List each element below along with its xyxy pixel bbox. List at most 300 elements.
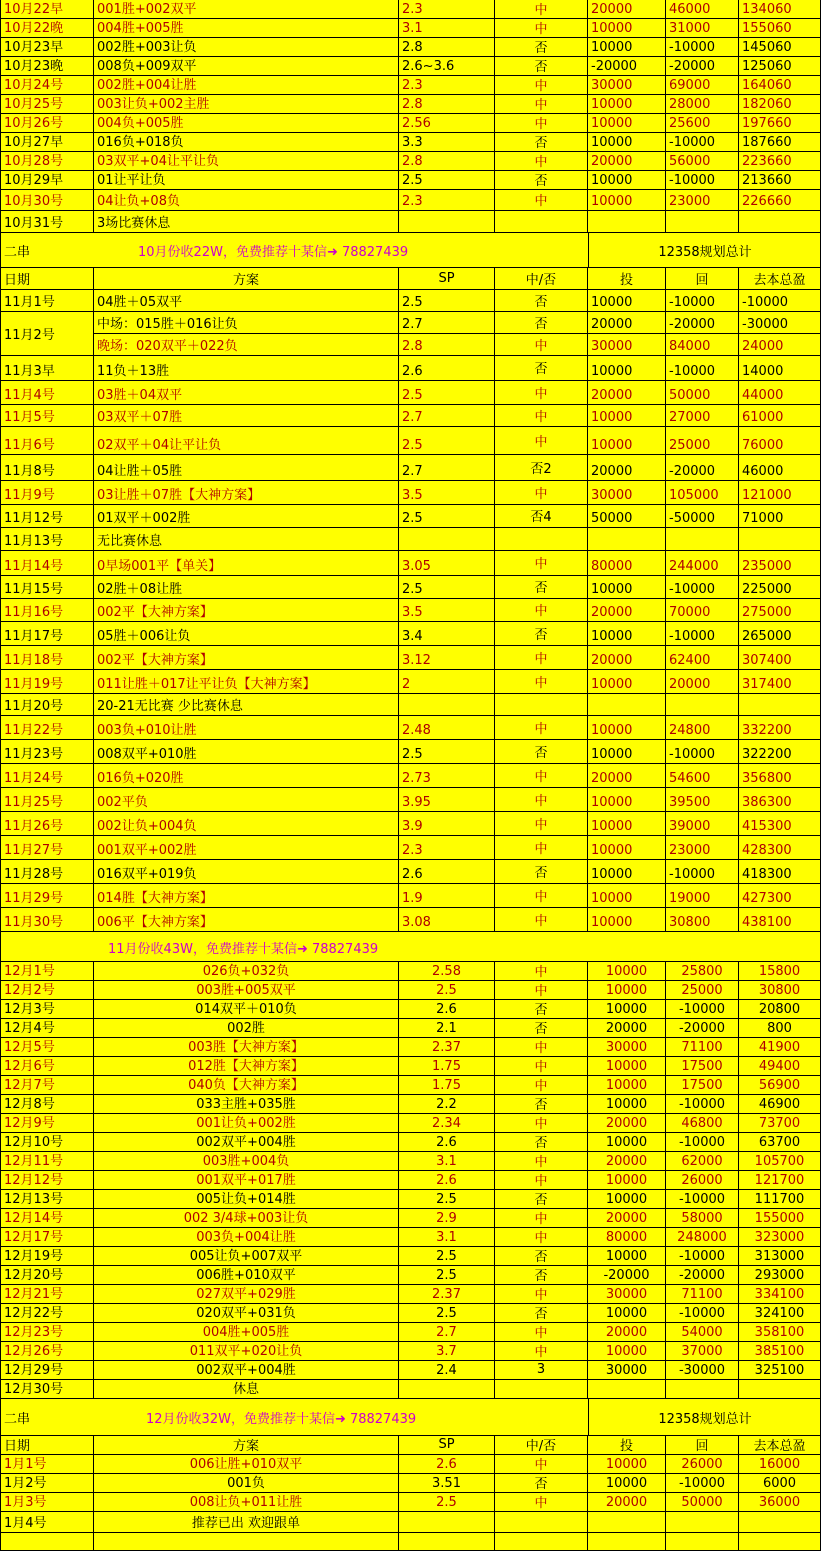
- plan-cell: 003胜【大神方案】: [94, 1038, 399, 1057]
- table-row: [0, 1095, 821, 1114]
- return-cell: 25600: [666, 114, 739, 133]
- bet-cell: 10000: [588, 836, 666, 860]
- table-row: [0, 455, 821, 481]
- total-cell: 125060: [739, 57, 821, 76]
- plan-cell: 001胜+002双平: [94, 0, 399, 19]
- table-row: [0, 884, 821, 908]
- sp-cell: 3.08: [399, 908, 495, 932]
- plan-cell: 016负+018负: [94, 133, 399, 152]
- summary-divider: 12358规划总计: [588, 233, 821, 268]
- sp-cell: 2.7: [399, 455, 495, 481]
- table-row: [0, 405, 821, 427]
- date-cell: 12月6号: [0, 1057, 94, 1076]
- date-cell: 11月4号: [0, 381, 94, 405]
- table-row: [0, 1209, 821, 1228]
- table-row: [0, 133, 821, 152]
- plan-cell: 016负+020胜: [94, 764, 399, 788]
- total-cell: 428300: [739, 836, 821, 860]
- result-cell: 否: [495, 171, 588, 190]
- return-cell: 62000: [666, 1152, 739, 1171]
- result-cell: 否: [495, 1133, 588, 1152]
- result-cell: 中: [495, 551, 588, 576]
- date-cell: 12月5号: [0, 1038, 94, 1057]
- result-cell: 中: [495, 1285, 588, 1304]
- sp-cell: 2.5: [399, 505, 495, 528]
- date-cell: 10月29早: [0, 171, 94, 190]
- bet-cell: 20000: [588, 312, 666, 334]
- plan-cell: 014胜【大神方案】: [94, 884, 399, 908]
- sp-cell: 2.6: [399, 1171, 495, 1190]
- table-row: [0, 1361, 821, 1380]
- result-cell: 中: [495, 76, 588, 95]
- date-cell: 11月5号: [0, 405, 94, 427]
- return-cell: -10000: [666, 133, 739, 152]
- summary-text: 10月份收22W，免费推荐十某信➜ 78827439: [138, 245, 409, 260]
- total-cell: 164060: [739, 76, 821, 95]
- table-row: [0, 932, 821, 962]
- result-cell: 否: [495, 740, 588, 764]
- bet-cell: 20000: [588, 1493, 666, 1512]
- table-row: [0, 1076, 821, 1095]
- bet-cell: 10000: [588, 1095, 666, 1114]
- result-cell: 中: [495, 646, 588, 670]
- header-return-cell: 回: [666, 1436, 739, 1455]
- bet-cell: 30000: [588, 481, 666, 505]
- result-cell: 否: [495, 576, 588, 599]
- sp-cell: 2.5: [399, 1190, 495, 1209]
- total-cell: 46000: [739, 455, 821, 481]
- header-sp-cell: SP: [399, 1436, 495, 1455]
- total-cell: 313000: [739, 1247, 821, 1266]
- bet-cell: 10000: [588, 1474, 666, 1493]
- return-cell: -10000: [666, 1000, 739, 1019]
- total-cell: 182060: [739, 95, 821, 114]
- total-cell: 438100: [739, 908, 821, 932]
- return-cell: -10000: [666, 1304, 739, 1323]
- total-cell: 358100: [739, 1323, 821, 1342]
- bet-cell: 80000: [588, 1228, 666, 1247]
- result-cell: 否: [495, 860, 588, 884]
- result-cell: 否: [495, 1474, 588, 1493]
- result-cell: 否: [495, 1247, 588, 1266]
- sp-cell: 3.95: [399, 788, 495, 812]
- plan-cell: 026负+032负: [94, 962, 399, 981]
- return-cell: -10000: [666, 622, 739, 646]
- result-cell: 中: [495, 981, 588, 1000]
- sp-cell: 3.5: [399, 481, 495, 505]
- table-row: [0, 0, 821, 19]
- date-cell: 11月15号: [0, 576, 94, 599]
- plan-cell: 003负+004让胜: [94, 1228, 399, 1247]
- date-cell: 11月2号: [0, 312, 94, 356]
- total-cell: 418300: [739, 860, 821, 884]
- plan-cell: 012胜【大神方案】: [94, 1057, 399, 1076]
- table-row: [0, 190, 821, 211]
- return-cell: 26000: [666, 1455, 739, 1474]
- return-cell: -10000: [666, 576, 739, 599]
- date-cell: 12月30号: [0, 1380, 94, 1399]
- return-cell: -10000: [666, 290, 739, 312]
- result-cell: 否: [495, 1266, 588, 1285]
- total-cell: 800: [739, 1019, 821, 1038]
- table-row: [0, 1512, 821, 1533]
- plan-cell: 03胜＋04双平: [94, 381, 399, 405]
- date-cell: 1月3号: [0, 1493, 94, 1512]
- table-row: [0, 1304, 821, 1323]
- bet-cell: 10000: [588, 171, 666, 190]
- return-cell: -10000: [666, 38, 739, 57]
- date-cell: 11月18号: [0, 646, 94, 670]
- table-row: [0, 670, 821, 694]
- total-cell: 334100: [739, 1285, 821, 1304]
- total-cell: 356800: [739, 764, 821, 788]
- bet-cell: 20000: [588, 381, 666, 405]
- return-cell: -20000: [666, 57, 739, 76]
- total-cell: 323000: [739, 1228, 821, 1247]
- plan-cell: 02双平＋04让平让负: [94, 427, 399, 455]
- sp-cell: 3.1: [399, 1228, 495, 1247]
- header-total-cell: 去本总盈: [739, 268, 821, 290]
- return-cell: 17500: [666, 1076, 739, 1095]
- table-row: [0, 1474, 821, 1493]
- sp-cell: 2.7: [399, 1323, 495, 1342]
- table-row: [0, 381, 821, 405]
- plan-cell: 002双平+004胜: [94, 1361, 399, 1380]
- date-cell: 11月24号: [0, 764, 94, 788]
- result-cell: 否2: [495, 455, 588, 481]
- date-cell: 12月9号: [0, 1114, 94, 1133]
- table-row: [0, 764, 821, 788]
- table-row: [0, 528, 821, 551]
- total-cell: [739, 211, 821, 233]
- date-cell: 11月19号: [0, 670, 94, 694]
- return-cell: -50000: [666, 505, 739, 528]
- bet-cell: 10000: [588, 1133, 666, 1152]
- bet-cell: [588, 1512, 666, 1533]
- bet-cell: 10000: [588, 356, 666, 381]
- sp-cell: 1.75: [399, 1057, 495, 1076]
- result-cell: 中: [495, 1076, 588, 1095]
- sp-cell: 2.3: [399, 836, 495, 860]
- plan-cell: 11负＋13胜: [94, 356, 399, 381]
- header-sp-cell: SP: [399, 268, 495, 290]
- header-result-cell: 中/否: [495, 1436, 588, 1455]
- return-cell: 50000: [666, 381, 739, 405]
- result-cell: 否: [495, 1019, 588, 1038]
- plan-cell: 011双平+020让负: [94, 1342, 399, 1361]
- plan-cell: 休息: [94, 1380, 399, 1399]
- table-row: [0, 268, 821, 290]
- date-cell: 11月12号: [0, 505, 94, 528]
- date-cell: 12月22号: [0, 1304, 94, 1323]
- result-cell: 中: [495, 1114, 588, 1133]
- plan-cell: 20-21无比赛 少比赛休息: [94, 694, 399, 716]
- return-cell: [666, 1512, 739, 1533]
- plan-cell: 002让负+004负: [94, 812, 399, 836]
- plan-cell: 020双平+031负: [94, 1304, 399, 1323]
- plan-cell: 040负【大神方案】: [94, 1076, 399, 1095]
- bet-cell: 10000: [588, 38, 666, 57]
- table-row: [0, 57, 821, 76]
- total-cell: 73700: [739, 1114, 821, 1133]
- total-cell: 24000: [739, 334, 821, 356]
- bet-cell: 10000: [588, 1342, 666, 1361]
- return-cell: 27000: [666, 405, 739, 427]
- sp-cell: 2.73: [399, 764, 495, 788]
- result-cell: 中: [495, 1228, 588, 1247]
- date-cell: 11月30号: [0, 908, 94, 932]
- result-cell: 中: [495, 0, 588, 19]
- total-cell: [739, 1380, 821, 1399]
- bet-cell: 10000: [588, 1171, 666, 1190]
- sp-cell: 2.2: [399, 1095, 495, 1114]
- header-date-cell: 日期: [0, 1436, 94, 1455]
- date-cell: 12月17号: [0, 1228, 94, 1247]
- sp-cell: 2.6: [399, 860, 495, 884]
- sp-cell: [399, 211, 495, 233]
- result-cell: 否: [495, 57, 588, 76]
- date-cell: 10月26号: [0, 114, 94, 133]
- return-cell: 28000: [666, 95, 739, 114]
- date-cell: 10月31号: [0, 211, 94, 233]
- table-row: [0, 622, 821, 646]
- bet-cell: 10000: [588, 622, 666, 646]
- bet-cell: 10000: [588, 405, 666, 427]
- table-row: [0, 1019, 821, 1038]
- total-cell: 61000: [739, 405, 821, 427]
- result-cell: 否: [495, 1000, 588, 1019]
- result-cell: 中: [495, 95, 588, 114]
- total-cell: 20800: [739, 1000, 821, 1019]
- bet-cell: [588, 1380, 666, 1399]
- result-cell: 中: [495, 670, 588, 694]
- result-cell: 中: [495, 812, 588, 836]
- plan-cell: 03双平+04让平让负: [94, 152, 399, 171]
- sp-cell: 2.37: [399, 1038, 495, 1057]
- table-row-empty: [0, 1533, 821, 1551]
- header-result-cell: 中/否: [495, 268, 588, 290]
- sp-cell: [399, 1380, 495, 1399]
- result-cell: 中: [495, 1455, 588, 1474]
- result-cell: 中: [495, 908, 588, 932]
- date-cell: 12月23号: [0, 1323, 94, 1342]
- bet-cell: 20000: [588, 1114, 666, 1133]
- bet-cell: 10000: [588, 290, 666, 312]
- return-cell: -10000: [666, 1095, 739, 1114]
- plan-cell: 002胜+004让胜: [94, 76, 399, 95]
- date-cell: 12月29号: [0, 1361, 94, 1380]
- total-cell: 111700: [739, 1190, 821, 1209]
- table-row: [0, 1323, 821, 1342]
- total-cell: 235000: [739, 551, 821, 576]
- table-row: [0, 1171, 821, 1190]
- result-cell: 否: [495, 133, 588, 152]
- bet-cell: 10000: [588, 908, 666, 932]
- return-cell: 71100: [666, 1285, 739, 1304]
- bet-cell: 10000: [588, 1000, 666, 1019]
- total-cell: 63700: [739, 1133, 821, 1152]
- summary-text: 11月份收43W，免费推荐十某信➜ 78827439: [108, 941, 379, 957]
- table-row: [0, 860, 821, 884]
- return-cell: [666, 211, 739, 233]
- bet-cell: 10000: [588, 788, 666, 812]
- sp-cell: 3.1: [399, 19, 495, 38]
- date-cell: 11月1号: [0, 290, 94, 312]
- table-row: [0, 233, 821, 268]
- bet-cell: 30000: [588, 1285, 666, 1304]
- bet-cell: 10000: [588, 962, 666, 981]
- table-row: [0, 1455, 821, 1474]
- plan-cell: 003负+010让胜: [94, 716, 399, 740]
- result-cell: [495, 694, 588, 716]
- date-cell: 12月7号: [0, 1076, 94, 1095]
- return-cell: 54600: [666, 764, 739, 788]
- summary-divider: 12358规划总计: [588, 1399, 821, 1436]
- sp-cell: 2.6: [399, 1000, 495, 1019]
- total-cell: 30800: [739, 981, 821, 1000]
- sp-cell: 1.75: [399, 1076, 495, 1095]
- plan-cell: 中场：015胜＋016让负: [94, 312, 399, 334]
- total-cell: 145060: [739, 38, 821, 57]
- table-row: [0, 716, 821, 740]
- result-cell: 否: [495, 1304, 588, 1323]
- plan-cell: 001双平+002胜: [94, 836, 399, 860]
- result-cell: 中: [495, 1342, 588, 1361]
- result-cell: 中: [495, 1057, 588, 1076]
- total-cell: [739, 1512, 821, 1533]
- plan-cell: 002胜+003让负: [94, 38, 399, 57]
- plan-cell: 推荐已出 欢迎跟单: [94, 1512, 399, 1533]
- result-cell: 否: [495, 1190, 588, 1209]
- total-cell: 223660: [739, 152, 821, 171]
- total-cell: -30000: [739, 312, 821, 334]
- table-row: [0, 95, 821, 114]
- total-cell: 213660: [739, 171, 821, 190]
- plan-cell: 002双平+004胜: [94, 1133, 399, 1152]
- table-row: [0, 962, 821, 981]
- plan-cell: 04让负+08负: [94, 190, 399, 211]
- header-date-cell: 日期: [0, 268, 94, 290]
- date-cell: 10月24号: [0, 76, 94, 95]
- return-cell: 23000: [666, 190, 739, 211]
- plan-cell: 001负: [94, 1474, 399, 1493]
- return-cell: 24800: [666, 716, 739, 740]
- result-cell: 否: [495, 1095, 588, 1114]
- result-cell: 中: [495, 114, 588, 133]
- plan-cell: 005让负+014胜: [94, 1190, 399, 1209]
- return-cell: 248000: [666, 1228, 739, 1247]
- plan-cell: 027双平+029胜: [94, 1285, 399, 1304]
- bet-cell: 10000: [588, 884, 666, 908]
- table-row: [0, 908, 821, 932]
- return-cell: 54000: [666, 1323, 739, 1342]
- header-total-cell: 去本总盈: [739, 1436, 821, 1455]
- return-cell: -20000: [666, 455, 739, 481]
- total-cell: 197660: [739, 114, 821, 133]
- bet-cell: 20000: [588, 0, 666, 19]
- sp-cell: 2.5: [399, 740, 495, 764]
- plan-cell: 01让平让负: [94, 171, 399, 190]
- total-cell: 41900: [739, 1038, 821, 1057]
- date-cell: 1月2号: [0, 1474, 94, 1493]
- total-cell: 121000: [739, 481, 821, 505]
- summary-type: 二串: [4, 1412, 31, 1427]
- total-cell: 6000: [739, 1474, 821, 1493]
- result-cell: 中: [495, 1209, 588, 1228]
- bet-cell: 10000: [588, 812, 666, 836]
- date-cell: 12月26号: [0, 1342, 94, 1361]
- sp-cell: [399, 528, 495, 551]
- result-cell: 中: [495, 427, 588, 455]
- total-cell: [739, 528, 821, 551]
- plan-cell: 002平【大神方案】: [94, 646, 399, 670]
- bet-cell: 10000: [588, 670, 666, 694]
- return-cell: 58000: [666, 1209, 739, 1228]
- sp-cell: 2.3: [399, 190, 495, 211]
- plan-cell: 003胜+004负: [94, 1152, 399, 1171]
- sp-cell: 3.51: [399, 1474, 495, 1493]
- total-cell: 385100: [739, 1342, 821, 1361]
- table-row: [0, 290, 821, 312]
- plan-cell: 04让胜＋05胜: [94, 455, 399, 481]
- sp-cell: [399, 1512, 495, 1533]
- date-cell: 11月16号: [0, 599, 94, 622]
- table-row: [0, 1266, 821, 1285]
- date-cell: 10月27早: [0, 133, 94, 152]
- return-cell: [666, 694, 739, 716]
- sp-cell: 3.3: [399, 133, 495, 152]
- plan-cell: 004胜+005胜: [94, 1323, 399, 1342]
- plan-cell: 002平【大神方案】: [94, 599, 399, 622]
- table-row: [0, 551, 821, 576]
- bet-cell: 10000: [588, 1076, 666, 1095]
- plan-cell: 05胜＋006让负: [94, 622, 399, 646]
- total-cell: 187660: [739, 133, 821, 152]
- return-cell: 46800: [666, 1114, 739, 1133]
- table-row: [0, 312, 821, 343]
- date-cell: 12月20号: [0, 1266, 94, 1285]
- plan-cell: 011让胜＋017让平让负【大神方案】: [94, 670, 399, 694]
- bet-cell: 10000: [588, 95, 666, 114]
- return-cell: -10000: [666, 1474, 739, 1493]
- total-cell: 317400: [739, 670, 821, 694]
- sp-cell: 2.5: [399, 1266, 495, 1285]
- result-cell: 3: [495, 1361, 588, 1380]
- sp-cell: 2.8: [399, 38, 495, 57]
- date-cell: 10月28号: [0, 152, 94, 171]
- total-cell: 121700: [739, 1171, 821, 1190]
- result-cell: 否: [495, 38, 588, 57]
- result-cell: [495, 211, 588, 233]
- date-cell: 12月1号: [0, 962, 94, 981]
- bet-cell: 20000: [588, 1152, 666, 1171]
- sp-cell: 2.58: [399, 962, 495, 981]
- summary-text: 12月份收32W，免费推荐十某信➜ 78827439: [146, 1412, 417, 1427]
- table-row: [0, 740, 821, 764]
- total-cell: 105700: [739, 1152, 821, 1171]
- bet-cell: 30000: [588, 1361, 666, 1380]
- bet-cell: 10000: [588, 981, 666, 1000]
- total-cell: 46900: [739, 1095, 821, 1114]
- result-cell: 中: [495, 836, 588, 860]
- table-row: [0, 481, 821, 505]
- return-cell: -20000: [666, 1266, 739, 1285]
- total-cell: 71000: [739, 505, 821, 528]
- result-cell: 中: [495, 190, 588, 211]
- plan-cell: 02胜＋08让胜: [94, 576, 399, 599]
- table-row: [0, 788, 821, 812]
- plan-cell: 014双平＋010负: [94, 1000, 399, 1019]
